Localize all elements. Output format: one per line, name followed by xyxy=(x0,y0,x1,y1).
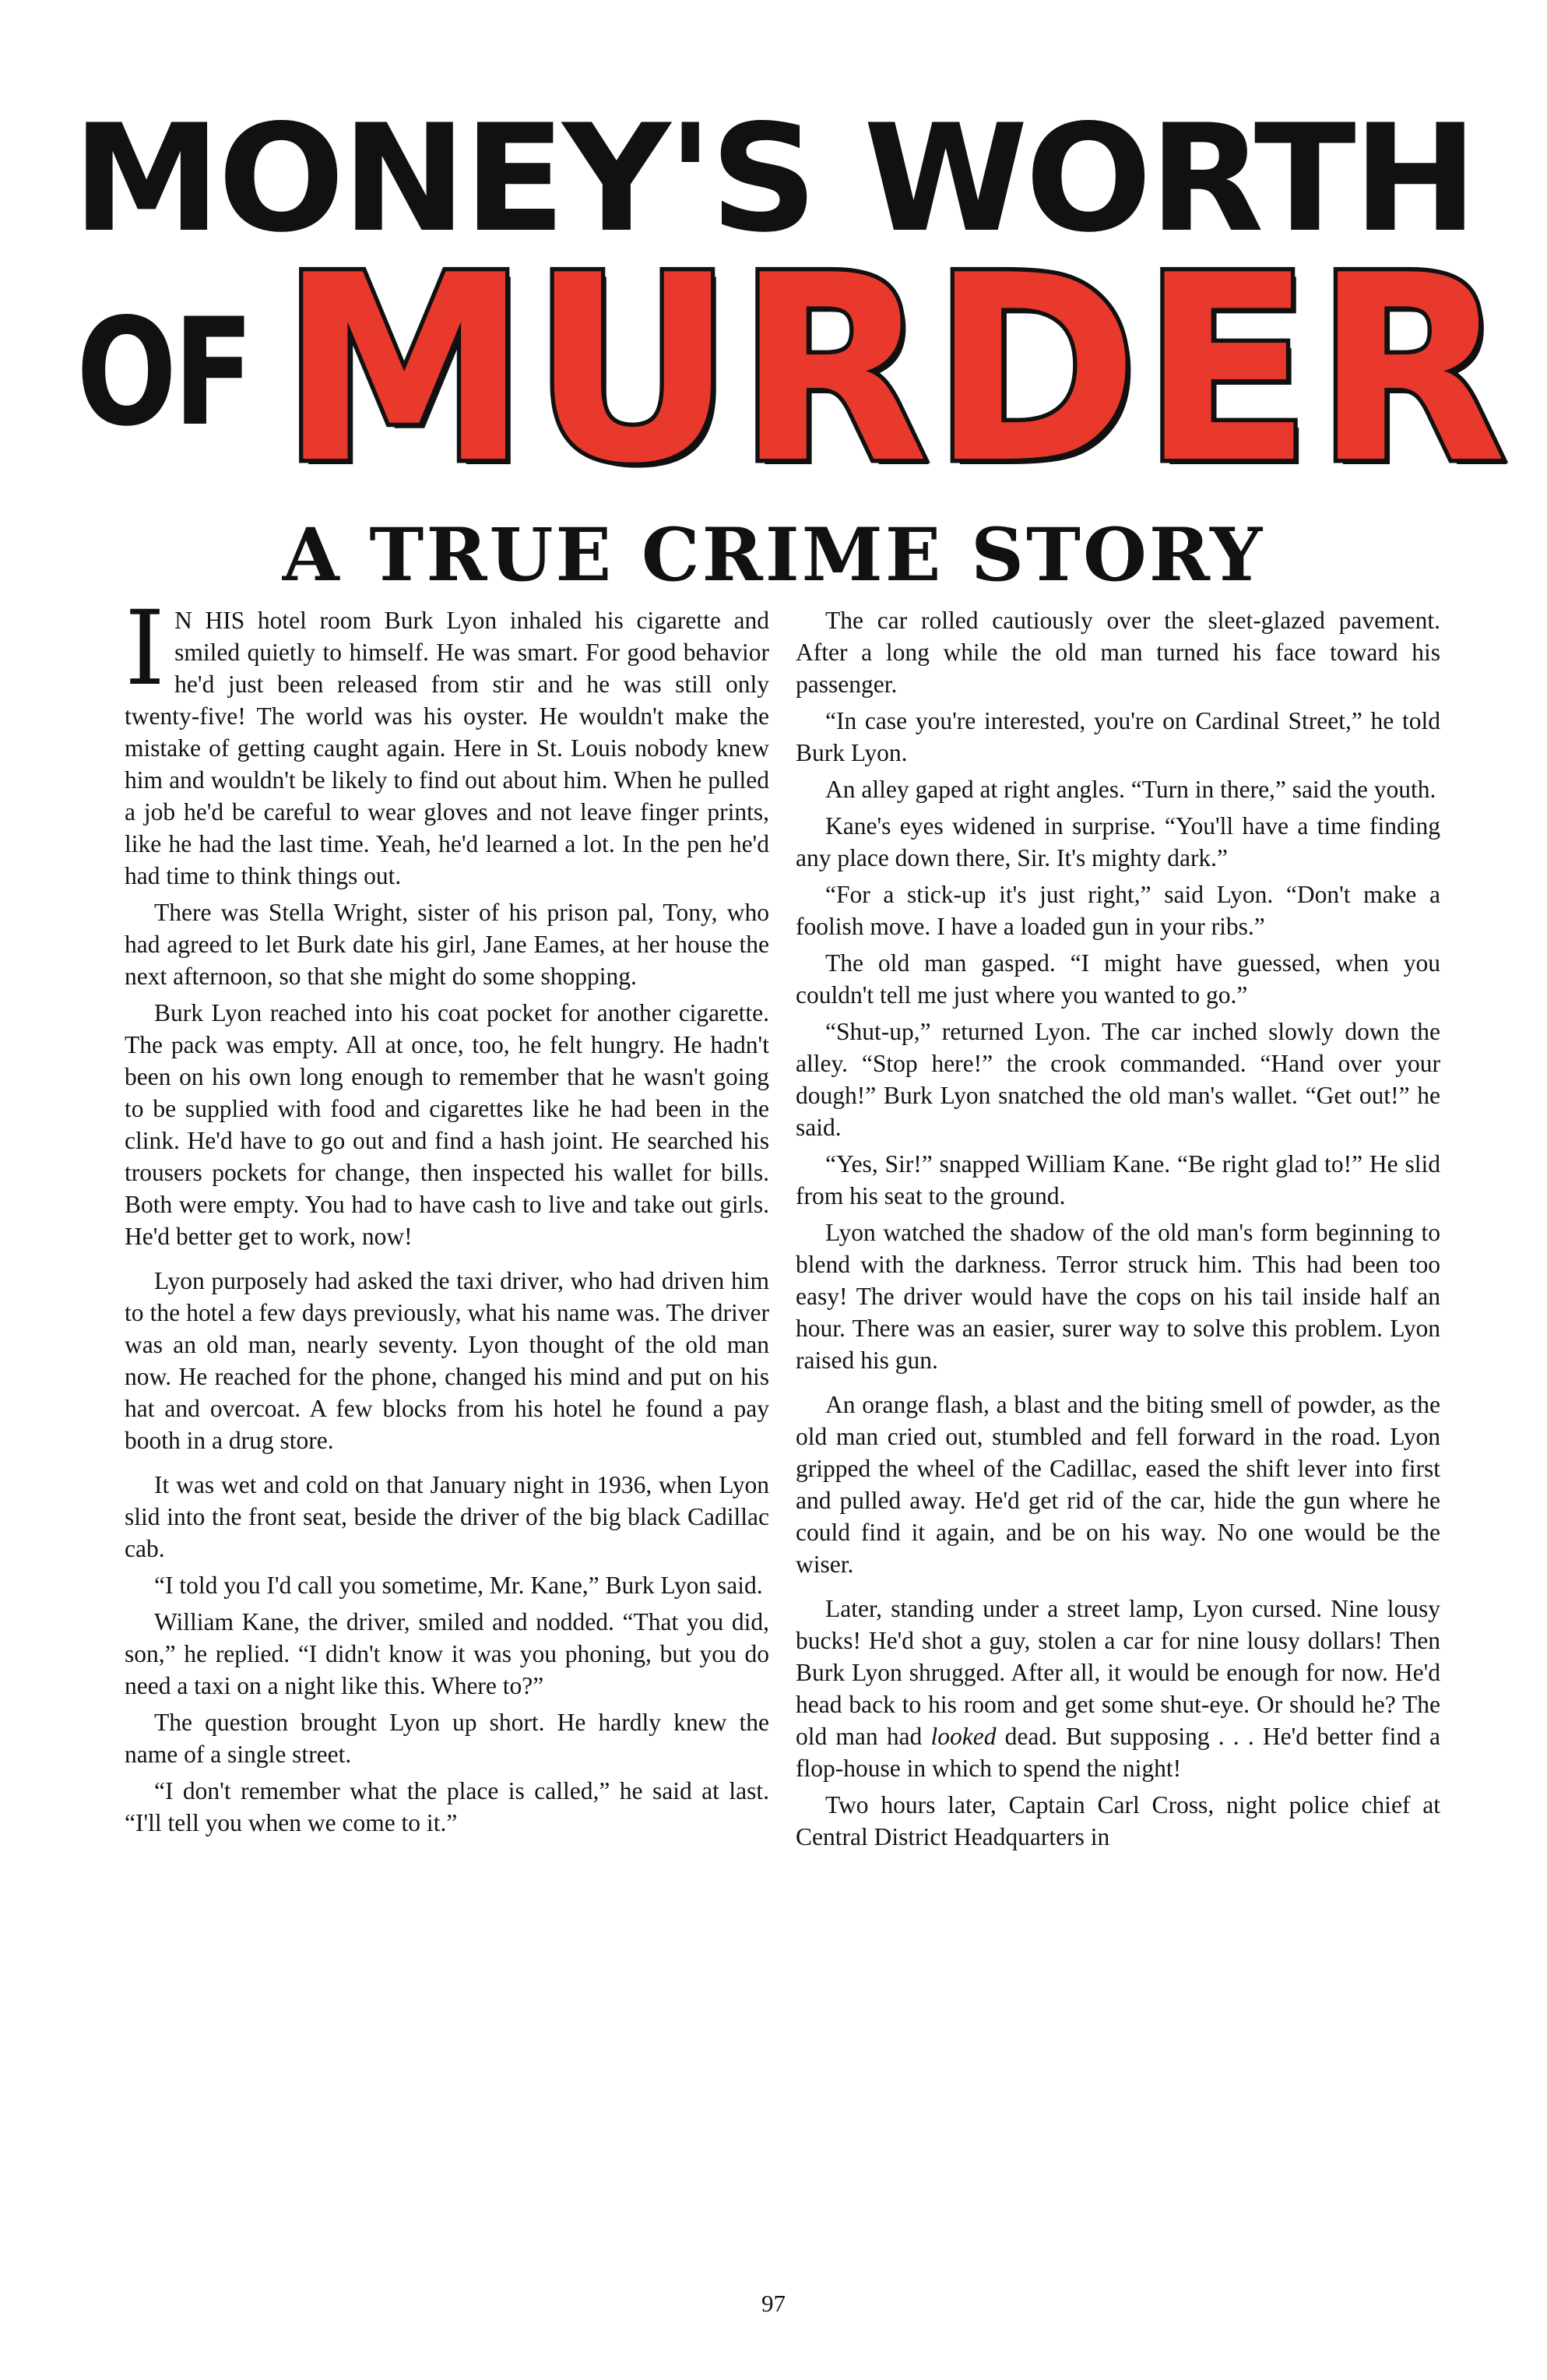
paragraph: Lyon purposely had asked the taxi driver, who had driven him to the hotel a few days previously, what his name was. The driver was an old man, nearly seventy. Lyon thought of the old man now. He reached for the phone, changed his mind and put on his hat and overcoat. A few blocks from his hotel he found a pay booth in a drug store. xyxy=(125,1267,769,1454)
paragraph-text: dead. But supposing . . . He'd better find a flop-house in which to spend the night! xyxy=(796,1723,1440,1782)
paragraph-text: Later, standing under a street lamp, Lyon cursed. Nine lousy bucks! He'd shot a guy, stolen a car for nine lousy dollars! Then Burk Lyon shrugged. After all, it would be enough for now. He'd head back to his room and get some shut-eye. Or should he? The old man had xyxy=(796,1595,1440,1750)
paragraph: “Shut-up,” returned Lyon. The car inched slowly down the alley. “Stop here!” the crook commanded. “Hand over your dough!” Burk Lyon snatched the old man's wallet. “Get out!” he said. xyxy=(796,1018,1440,1141)
paragraph: “I told you I'd call you sometime, Mr. Kane,” Burk Lyon said. xyxy=(154,1572,763,1599)
paragraph: The question brought Lyon up short. He hardly knew the name of a single street. xyxy=(125,1709,769,1768)
title-word-of: OF xyxy=(76,287,251,459)
story-title-line-2 xyxy=(76,220,1510,519)
paragraph: “In case you're interested, you're on Cardinal Street,” he told Burk Lyon. xyxy=(796,707,1440,766)
paragraph-text: N HIS hotel room Burk Lyon inhaled his cigarette and smiled quietly to himself. He was smart. For good behavior he'd just been released from stir and he was still only twenty-five! The world was his oyster. He wouldn't make the mistake of getting caught again. Here in St. Louis nobody knew him and wouldn't be likely to find out about him. When he pulled a job he'd be careful to wear gloves and not leave finger prints, like he had the last time. Yeah, he'd learned a lot. In the pen he'd had time to think things out. xyxy=(125,607,769,889)
paragraph: Kane's eyes widened in surprise. “You'll have a time finding any place down there, Sir. It's mighty dark.” xyxy=(796,812,1440,871)
paragraph: William Kane, the driver, smiled and nodded. “That you did, son,” he replied. “I didn't know it was you phoning, but you do need a taxi on a night like this. Where to?” xyxy=(125,1608,769,1699)
paragraph: The old man gasped. “I might have guessed, when you couldn't tell me just where you wanted to go.” xyxy=(796,949,1440,1009)
story-title-line-1: MONEY'S WORTH xyxy=(72,93,1475,265)
drop-cap-letter: I xyxy=(125,589,166,709)
paragraph: It was wet and cold on that January night in 1936, when Lyon slid into the front seat, beside the driver of the big black Cadillac cab. xyxy=(125,1471,769,1562)
paragraph: “Yes, Sir!” snapped William Kane. “Be right glad to!” He slid from his seat to the ground. xyxy=(796,1150,1440,1209)
story-subtitle: A TRUE CRIME STORY xyxy=(282,512,1265,598)
paragraph: Lyon watched the shadow of the old man's form beginning to blend with the darkness. Terror struck him. This had been too easy! The driver would have the cops on his tail inside half an hour. There was an easier, surer way to solve this problem. Lyon raised his gun. xyxy=(796,1219,1440,1374)
paragraph: Burk Lyon reached into his coat pocket for another cigarette. The pack was empty. All at once, too, he felt hungry. He hadn't been on his own long enough to remember that he wasn't going to be supplied with food and cigarettes like he had been in the clink. He'd have to go out and find a hash joint. He searched his trousers pockets for change, then inspected his wallet for bills. Both were empty. You had to have cash to live and take out girls. He'd better get to work, now! xyxy=(125,999,769,1250)
paragraph: An orange flash, a blast and the biting smell of powder, as the old man cried out, stumbled and fell forward in the road. Lyon gripped the wheel of the Cadillac, eased the shift lever into first and pulled away. He'd get rid of the car, hide the gun where he could find it again, and be on his way. No one would be the wiser. xyxy=(796,1391,1440,1578)
emphasized-word: looked xyxy=(930,1723,997,1750)
paragraph: There was Stella Wright, sister of his prison pal, Tony, who had agreed to let Burk date his girl, Jane Eames, at her house the next afternoon, so that she might do some shopping. xyxy=(125,899,769,990)
paragraph: “I don't remember what the place is called,” he said at last. “I'll tell you when we come to it.” xyxy=(125,1777,769,1836)
title-word-murder: MURDER xyxy=(280,220,1510,519)
right-text-column xyxy=(796,604,1440,1857)
paragraph: An alley gaped at right angles. “Turn in there,” said the youth. xyxy=(825,776,1436,803)
paragraph: The car rolled cautiously over the sleet-glazed pavement. After a long while the old man turned his face toward his passenger. xyxy=(796,607,1440,698)
opening-paragraph xyxy=(125,589,769,892)
paragraph: “For a stick-up it's just right,” said Lyon. “Don't make a foolish move. I have a loaded gun in your ribs.” xyxy=(796,881,1440,940)
left-text-column xyxy=(125,589,769,1843)
paragraph: Two hours later, Captain Carl Cross, night police chief at Central District Headquarters in xyxy=(796,1791,1440,1850)
page-number: 97 xyxy=(761,2290,786,2317)
paragraph xyxy=(796,1593,1440,1784)
